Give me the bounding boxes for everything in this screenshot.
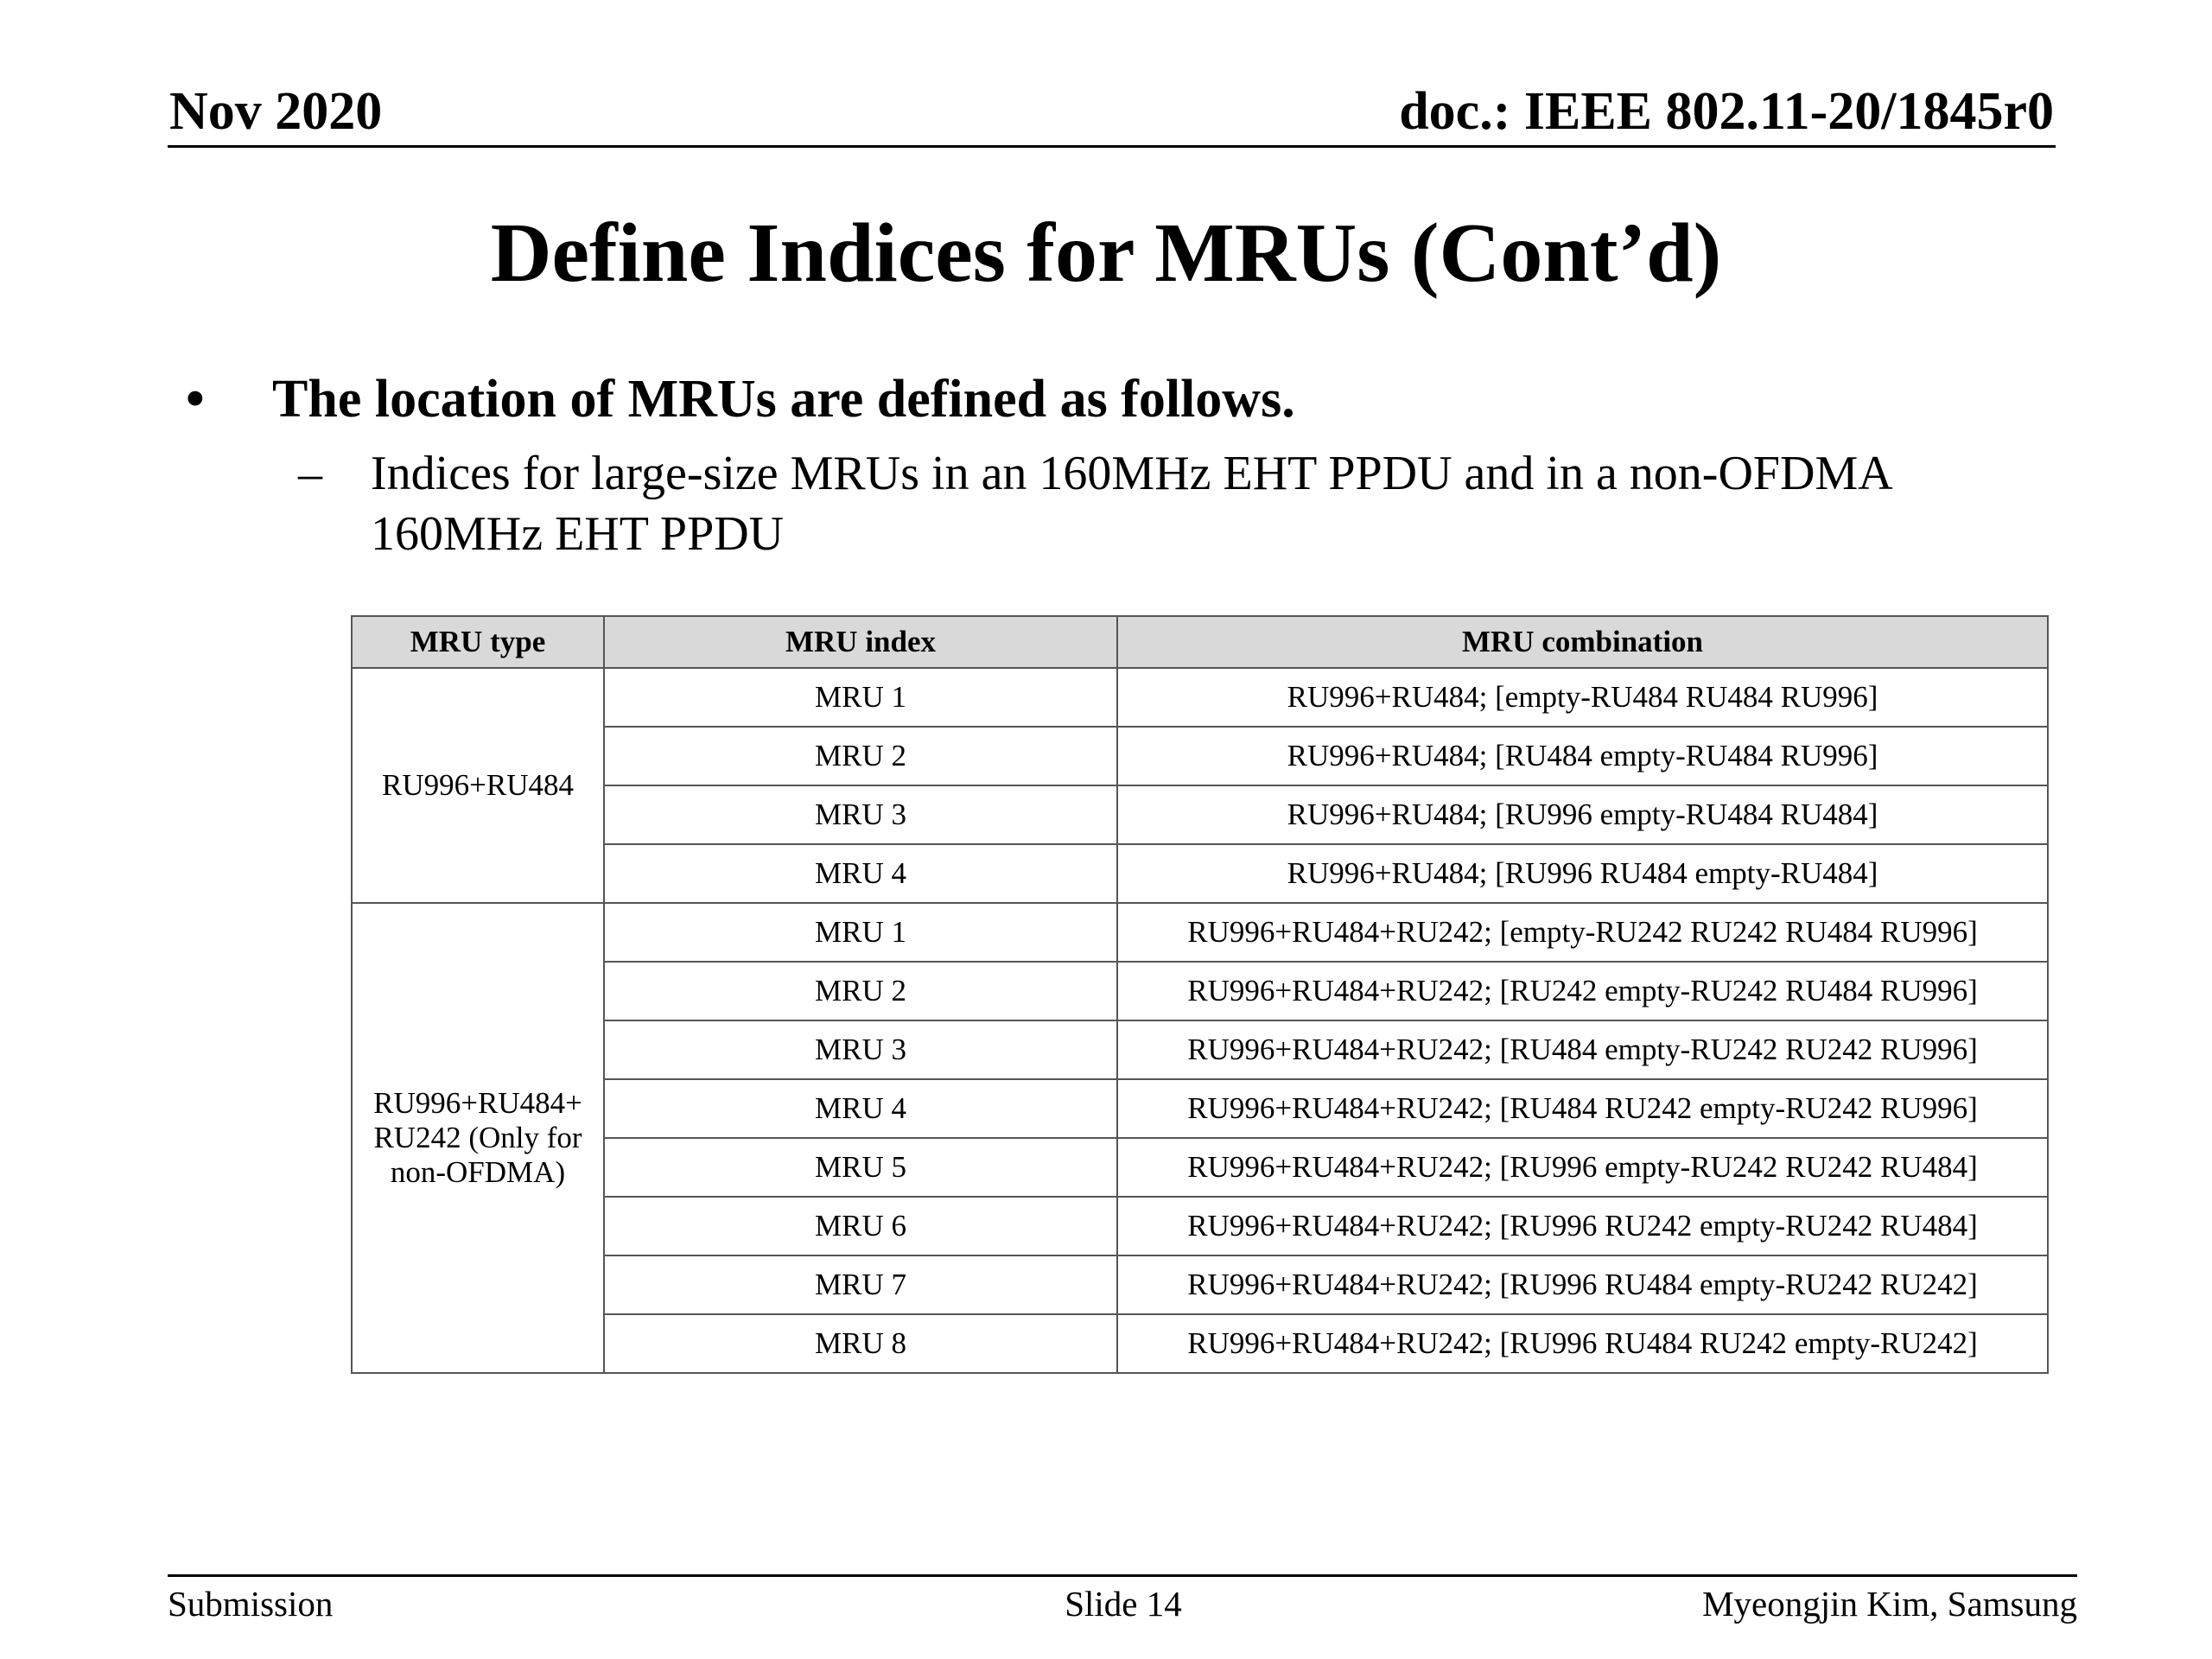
mru-index-cell: MRU 2 [604, 727, 1117, 785]
mru-combination-cell: RU996+RU484+RU242; [empty-RU242 RU242 RU484 RU996] [1117, 903, 2048, 962]
table-row [352, 962, 2048, 1020]
mru-index-cell: MRU 8 [604, 1314, 1117, 1373]
sub-bullet-item [298, 443, 1983, 564]
table-row [352, 1079, 2048, 1138]
table-row [352, 1255, 2048, 1314]
mru-combination-cell: RU996+RU484; [RU484 empty-RU484 RU996] [1117, 727, 2048, 785]
mru-combination-cell: RU996+RU484+RU242; [RU484 empty-RU242 RU242 RU996] [1117, 1020, 2048, 1079]
table-row [352, 1314, 2048, 1373]
mru-index-cell: MRU 3 [604, 1020, 1117, 1079]
footer-submission: Submission [168, 1584, 334, 1624]
mru-combination-cell: RU996+RU484+RU242; [RU996 RU242 empty-RU242 RU484] [1117, 1197, 2048, 1255]
table-row [352, 1197, 2048, 1255]
mru-index-cell: MRU 2 [604, 962, 1117, 1020]
mru-type-cell: RU996+RU484 [352, 668, 604, 903]
mru-combination-cell: RU996+RU484+RU242; [RU242 empty-RU242 RU484 RU996] [1117, 962, 2048, 1020]
mru-index-cell: MRU 5 [604, 1138, 1117, 1197]
table-row [352, 668, 2048, 727]
mru-combination-cell: RU996+RU484; [RU996 empty-RU484 RU484] [1117, 785, 2048, 844]
table-row [352, 1020, 2048, 1079]
footer-slide-number: Slide 14 [1065, 1584, 1182, 1624]
mru-index-cell: MRU 6 [604, 1197, 1117, 1255]
mru-table [351, 615, 2049, 1374]
mru-type-cell: RU996+RU484+ RU242 (Only for non-OFDMA) [352, 903, 604, 1373]
mru-combination-cell: RU996+RU484+RU242; [RU996 RU484 empty-RU242 RU242] [1117, 1255, 2048, 1314]
table-row [352, 727, 2048, 785]
mru-combination-cell: RU996+RU484+RU242; [RU484 RU242 empty-RU242 RU996] [1117, 1079, 2048, 1138]
sub-bullet-text: Indices for large-size MRUs in an 160MHz EHT PPDU and in a non-OFDMA 160MHz EHT PPDU [371, 447, 1891, 561]
header-mru-type: MRU type [352, 616, 604, 668]
footer-divider [168, 1574, 2077, 1577]
table-row [352, 1138, 2048, 1197]
bullet-symbol: • [186, 370, 205, 429]
mru-index-cell: MRU 4 [604, 844, 1117, 903]
mru-combination-cell: RU996+RU484; [RU996 RU484 empty-RU484] [1117, 844, 2048, 903]
mru-combination-cell: RU996+RU484; [empty-RU484 RU484 RU996] [1117, 668, 2048, 727]
slide-title: Define Indices for MRUs (Cont’d) [490, 207, 1722, 300]
mru-index-cell: MRU 7 [604, 1255, 1117, 1314]
header-mru-index: MRU index [604, 616, 1117, 668]
sub-bullet-symbol: – [298, 447, 322, 500]
table-row [352, 785, 2048, 844]
table-row [352, 903, 2048, 962]
header-date: Nov 2020 [169, 82, 383, 141]
mru-index-cell: MRU 1 [604, 903, 1117, 962]
header-divider [168, 145, 2056, 148]
mru-combination-cell: RU996+RU484+RU242; [RU996 empty-RU242 RU242 RU484] [1117, 1138, 2048, 1197]
header-doc-id: doc.: IEEE 802.11-20/1845r0 [1399, 82, 2054, 141]
mru-combination-cell: RU996+RU484+RU242; [RU996 RU484 RU242 empty-RU242] [1117, 1314, 2048, 1373]
footer-author: Myeongjin Kim, Samsung [1702, 1584, 2077, 1624]
mru-index-cell: MRU 3 [604, 785, 1117, 844]
table-header-row [352, 616, 2048, 668]
bullet-item [186, 367, 1295, 431]
mru-index-cell: MRU 4 [604, 1079, 1117, 1138]
header-mru-combination: MRU combination [1117, 616, 2048, 668]
table-row [352, 844, 2048, 903]
bullet-text: The location of MRUs are defined as follows. [272, 370, 1295, 429]
mru-index-cell: MRU 1 [604, 668, 1117, 727]
